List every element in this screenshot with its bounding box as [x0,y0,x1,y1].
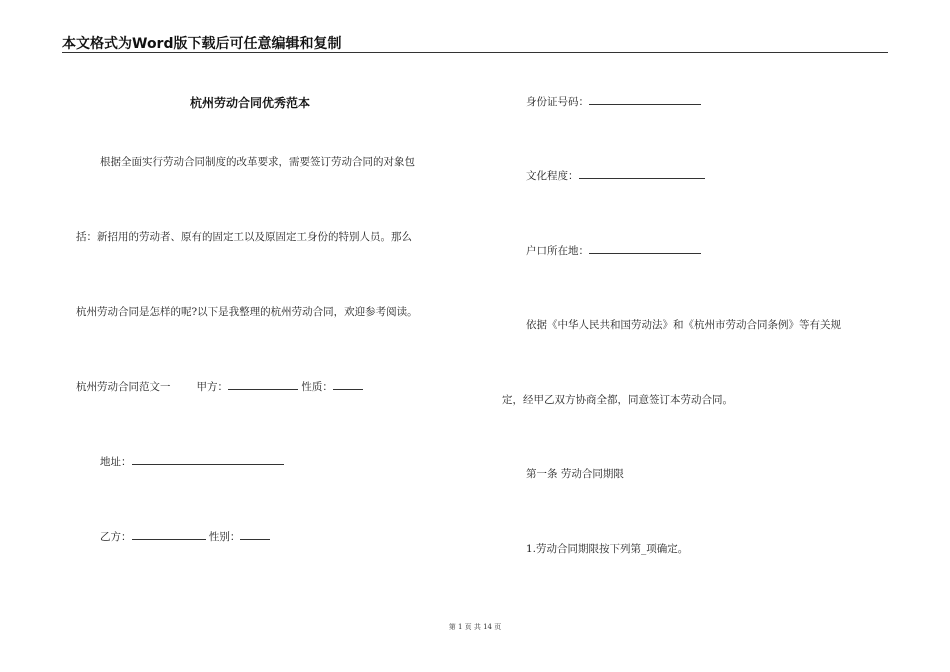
hukou-blank [589,243,701,254]
page-footer: 第 1 页 共 14 页 [448,623,502,631]
id-number-blank [589,94,701,105]
party-a-blank [228,379,298,390]
intro-paragraph-line-3: 杭州劳动合同是怎样的呢?以下是我整理的杭州劳动合同，欢迎参考阅读。 [76,306,418,318]
education-blank [579,168,705,179]
document-header-banner: 本文格式为Word版下载后可任意编辑和复制 [62,36,342,52]
id-number-line [526,94,701,109]
intro-paragraph-line-2: 括：新招用的劳动者、原有的固定工以及原固定工身份的特别人员。那么 [76,231,412,243]
party-a-line [76,379,363,394]
hukou-label: 户口所在地： [526,245,589,257]
article-1-item-1: 1.劳动合同期限按下列第_项确定。 [526,543,689,555]
education-label: 文化程度： [526,170,579,182]
party-a-label: 甲方： [196,381,228,393]
basis-line-2: 定，经甲乙双方协商全都，同意签订本劳动合同。 [502,394,733,406]
gender-blank [240,529,270,540]
party-b-label: 乙方： [100,531,132,543]
document-title: 杭州劳动合同优秀范本 [190,96,311,110]
nature-label: 性质： [301,381,333,393]
party-b-line [100,529,270,544]
sample-heading: 杭州劳动合同范文一 [76,381,171,393]
address-label: 地址： [100,456,132,468]
education-line [526,168,705,183]
intro-paragraph-line-1: 根据全面实行劳动合同制度的改革要求，需要签订劳动合同的对象包 [100,156,415,168]
address-blank [132,454,284,465]
hukou-line [526,243,701,258]
address-line [100,454,284,469]
article-1-heading: 第一条 劳动合同期限 [526,468,624,480]
nature-blank [333,379,363,390]
party-b-blank [132,529,206,540]
header-divider [62,52,888,53]
gender-label: 性别： [208,531,241,543]
basis-line-1: 依据《中华人民共和国劳动法》和《杭州市劳动合同条例》等有关规 [526,319,841,331]
id-number-label: 身份证号码： [526,96,589,108]
